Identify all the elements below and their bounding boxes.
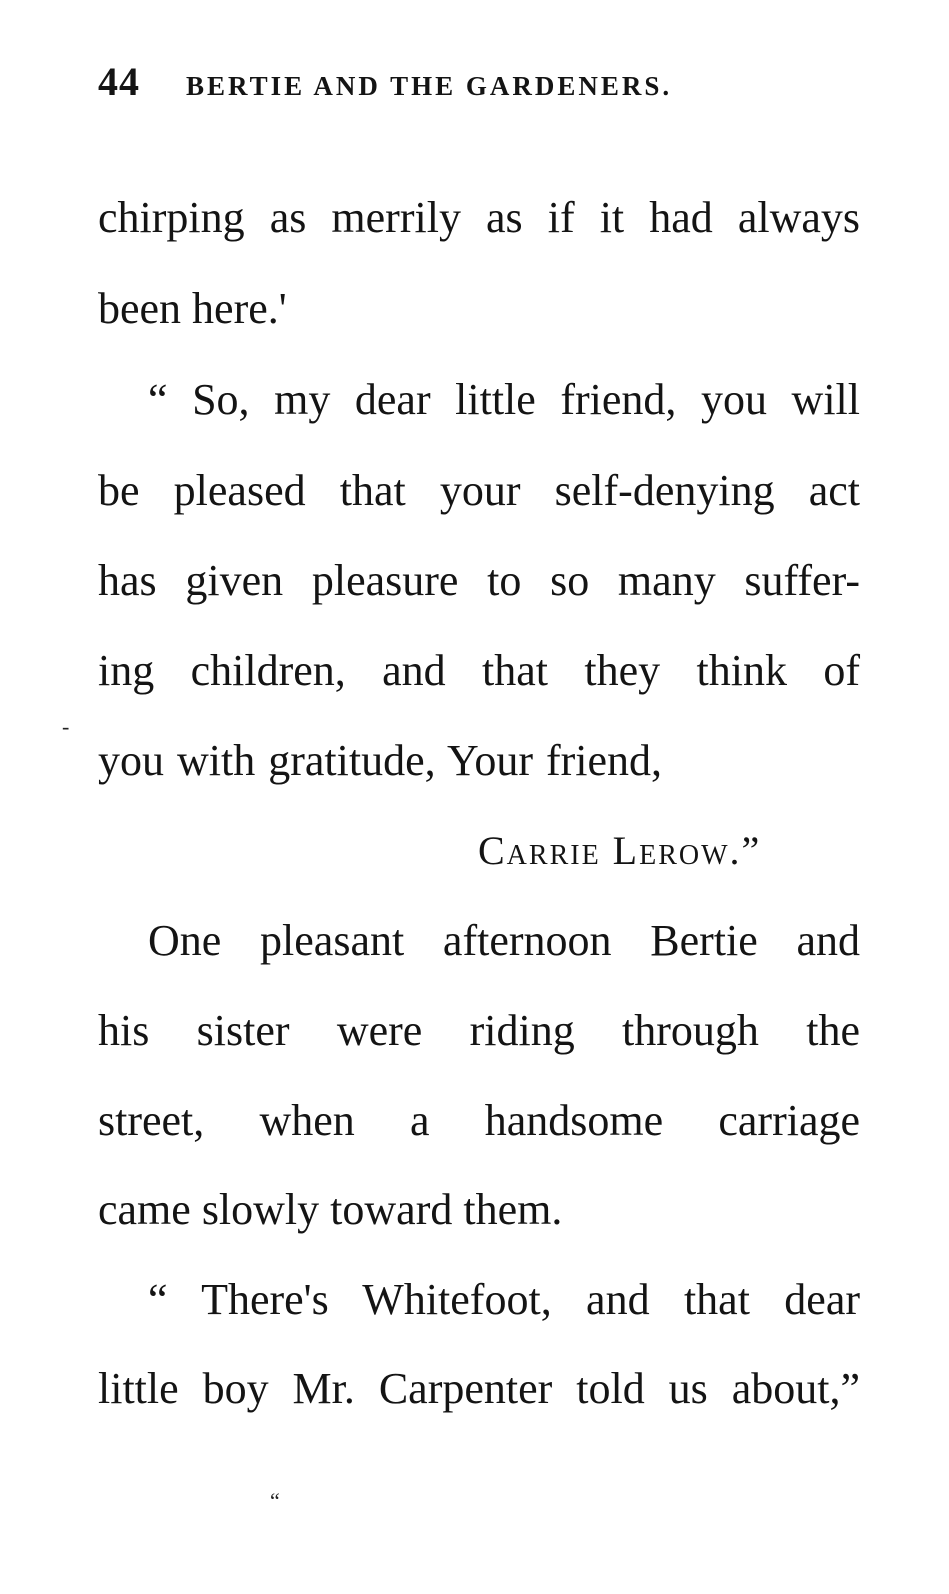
running-header <box>98 58 818 108</box>
text-line: street, when a handsome carriage <box>98 1096 860 1145</box>
text-line: been here.' <box>98 284 287 333</box>
text-line: chirping as merrily as if it had always <box>98 193 860 242</box>
text-line: “ There's Whitefoot, and that dear <box>148 1275 860 1324</box>
text-line: ing children, and that they think of <box>98 646 860 695</box>
text-line: has given pleasure to so many suffer- <box>98 556 860 605</box>
letter-signature: Carrie Lerow.” <box>478 828 762 873</box>
text-line: came slowly toward them. <box>98 1185 563 1234</box>
print-speck: - <box>62 714 70 739</box>
text-line: One pleasant afternoon Bertie and <box>148 916 860 965</box>
text-line: little boy Mr. Carpenter told us about,” <box>98 1364 860 1413</box>
text-line: “ So, my dear little friend, you will <box>148 375 860 424</box>
text-line: you with gratitude, Your friend, <box>98 736 663 785</box>
page-number: 44 <box>98 59 140 104</box>
text-line: be pleased that your self-denying act <box>98 466 860 515</box>
stray-quote-mark: “ <box>270 1488 280 1513</box>
running-title: BERTIE AND THE GARDENERS. <box>186 71 673 101</box>
text-line: his sister were riding through the <box>98 1006 860 1055</box>
